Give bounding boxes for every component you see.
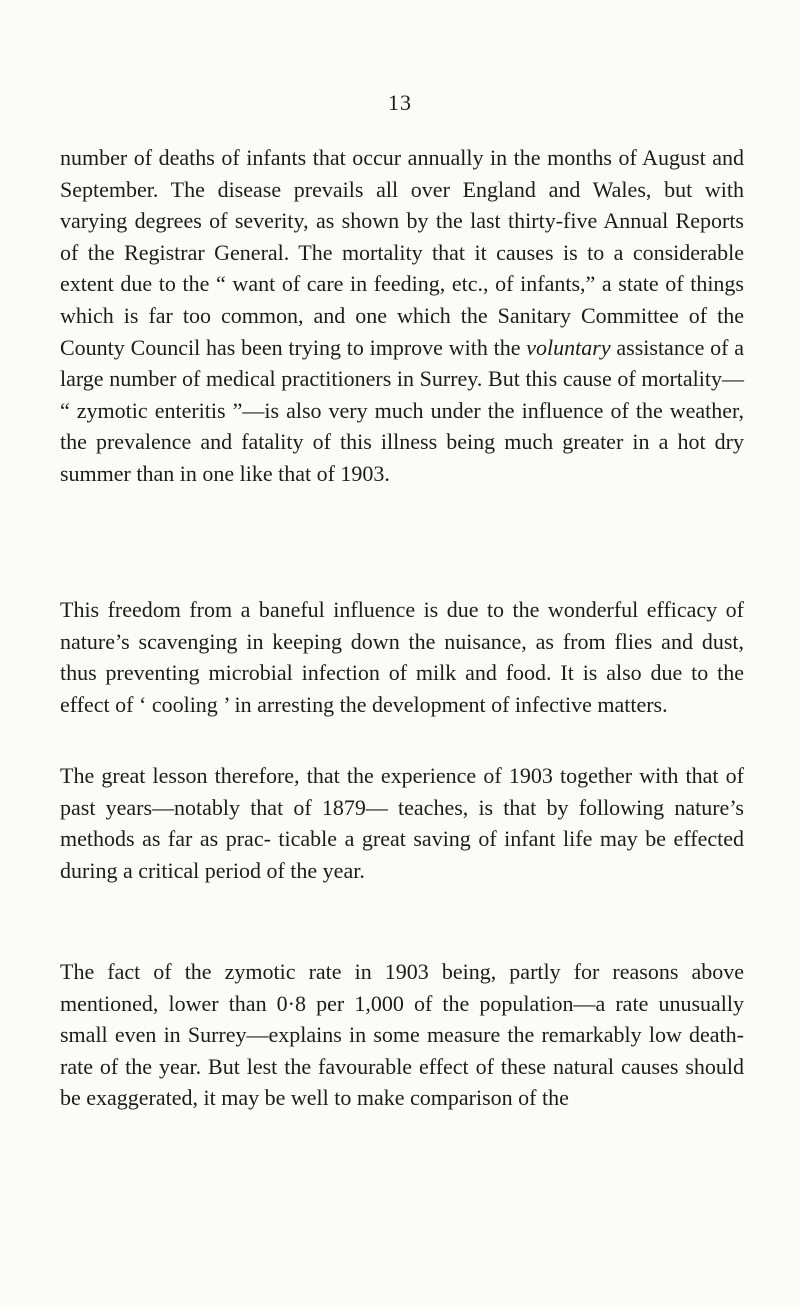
paragraph-text-before: number of deaths of infants that occur annually in the months of August and September. The disease prevails all over England and Wales, but with varying degrees of severity, as shown by the last thirty-five Annual Reports of the Registrar General. The mortality that it causes is to a considerable extent due to the “ want of care in feeding, etc., of infants,” a state of things which is far too common, and one which the Sanitary Committee of the County Council has been trying to improve with the bbox=[60, 145, 744, 360]
paragraph-text: This freedom from a baneful influence is due to the wonderful efficacy of nature’s scavenging in keeping down the nuisance, as from flies and dust, thus preventing microbial infection of milk and food. It is also due to the effect of ‘ cooling ’ in arresting the development of infective matters. bbox=[60, 597, 744, 717]
paragraph-baneful-influence bbox=[60, 594, 744, 720]
paragraph-text-after: assistance of a large number of medical practitioners in Surrey. But this cause of mortality— “ zymotic enteritis ”—is also very much under the influence of the weather, the prevalence and fatality of this illness being much greater in a hot dry summer than in one like that of 1903. bbox=[60, 334, 744, 486]
paragraph-great-lesson bbox=[60, 760, 744, 886]
emphasis-voluntary: voluntary bbox=[526, 334, 611, 360]
paragraph-text bbox=[60, 142, 744, 490]
paragraph-infant-deaths bbox=[60, 142, 744, 490]
paragraph-text: The great lesson therefore, that the experience of 1903 together with that of past years—notably that of 1879— teaches, is that by following nature’s methods as far as prac- ticable a great saving of infant life may be effected during a critical period of the year. bbox=[60, 763, 744, 883]
paragraph-zymotic-rate bbox=[60, 956, 744, 1114]
page-number: 13 bbox=[388, 90, 412, 115]
paragraph-text: The fact of the zymotic rate in 1903 being, partly for reasons above mentioned, lower than 0·8 per 1,000 of the population—a rate unusually small even in Surrey—explains in some measure the remarkably low death-rate of the year. But lest the favourable effect of these natural causes should be exaggerated, it may be well to make comparison of the bbox=[60, 959, 744, 1111]
